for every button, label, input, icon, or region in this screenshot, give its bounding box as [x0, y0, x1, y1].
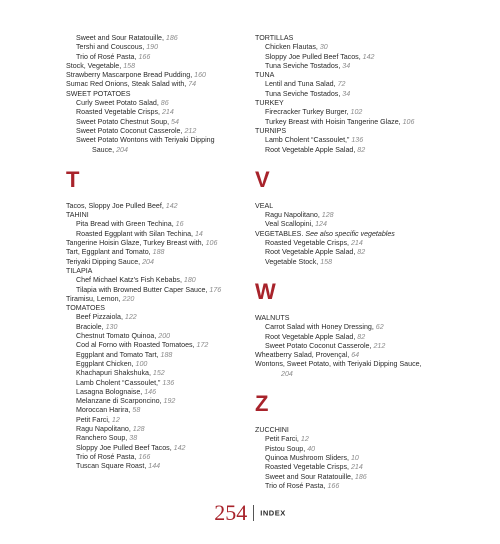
entry-text: Curly Sweet Potato Salad, [76, 99, 161, 108]
index-entry [66, 239, 256, 248]
page-reference[interactable]: 158 [123, 61, 136, 70]
page-reference[interactable]: 38 [129, 434, 138, 443]
page-reference[interactable]: 74 [188, 80, 197, 89]
page-reference[interactable]: 14 [194, 229, 203, 238]
entry-text: Moroccan Harira, [76, 406, 133, 415]
entry-text: Tuna Seviche Tostados, [265, 61, 343, 70]
page-reference[interactable]: 142 [362, 52, 375, 61]
index-entry [255, 426, 455, 435]
entry-text: Veal Scallopini, [265, 220, 316, 229]
page-reference[interactable]: 214 [350, 463, 363, 472]
entry-text: Tangerine Hoisin Glaze, Turkey Breast with, [66, 239, 206, 248]
index-subentry [66, 276, 256, 285]
page-reference[interactable]: 40 [307, 444, 316, 453]
entry-text: Lentil and Tuna Salad, [265, 80, 338, 89]
index-subentry [66, 379, 256, 388]
entry-text: Ranchero Soup, [76, 434, 130, 443]
entry-text: Turkey Breast with Hoisin Tangerine Glaze, [265, 117, 403, 126]
page-reference[interactable]: 72 [337, 80, 346, 89]
index-entry [255, 127, 455, 136]
entry-text: Roasted Vegetable Crisps, [265, 463, 351, 472]
entry-text: Melanzane di Scarponcino, [76, 397, 164, 406]
index-entry [255, 202, 455, 211]
page-reference[interactable]: 204 [142, 257, 154, 266]
index-subentry [255, 370, 455, 379]
entry-text: ZUCCHINI [255, 426, 289, 435]
page-reference[interactable]: 190 [146, 43, 159, 52]
index-entry [66, 211, 256, 220]
index-entry [255, 34, 455, 43]
page-reference[interactable]: 166 [138, 452, 151, 461]
page-reference[interactable]: 16 [175, 220, 184, 229]
page-reference[interactable]: 204 [116, 145, 128, 154]
entry-text: Eggplant Chicken, [76, 359, 136, 368]
entry-text: WALNUTS [255, 313, 290, 322]
entry-text: Root Vegetable Apple Salad, [265, 332, 358, 341]
entry-text: Petit Farci, [76, 415, 112, 424]
page-reference[interactable]: 172 [196, 341, 209, 350]
entry-text: Wontons, Sweet Potato, with Teriyaki Dipping Sauce, [255, 360, 422, 369]
page-reference[interactable]: 128 [321, 211, 334, 220]
entry-text: Firecracker Turkey Burger, [265, 108, 351, 117]
index-subentry [255, 90, 455, 99]
entry-text: Trio of Rosé Pasta, [265, 481, 328, 490]
index-entry [255, 360, 455, 369]
index-subentry [66, 118, 256, 127]
entry-text: Roasted Vegetable Crisps, [76, 108, 162, 117]
entry-text: Sumac Red Onions, Steak Salad with, [66, 80, 189, 89]
index-subentry [66, 230, 256, 239]
entry-text: Tacos, Sloppy Joe Pulled Beef, [66, 201, 166, 210]
entry-text: Tart, Eggplant and Tomato, [66, 248, 153, 257]
entry-text: Teriyaki Dipping Sauce, [66, 257, 143, 266]
page-reference[interactable]: 212 [184, 126, 197, 135]
index-subentry [255, 211, 455, 220]
index-subentry [255, 146, 455, 155]
entry-text: Sweet Potato Chestnut Soup, [76, 117, 172, 126]
index-subentry [255, 118, 455, 127]
index-entry [66, 202, 256, 211]
entry-text: Sloppy Joe Pulled Beef Tacos, [76, 443, 174, 452]
page-reference[interactable]: 128 [132, 424, 145, 433]
index-subentry [66, 406, 256, 415]
index-entry [255, 71, 455, 80]
entry-text: Lamb Cholent “Cassoulet,” [265, 136, 352, 145]
index-subentry [66, 146, 256, 155]
page-reference[interactable]: 166 [138, 52, 151, 61]
entry-text: Ragu Napolitano, [76, 424, 133, 433]
page-reference[interactable]: 10 [350, 453, 359, 462]
entry-text: TOMATOES [66, 304, 106, 313]
page-reference[interactable]: 122 [124, 313, 137, 322]
page-reference[interactable]: 130 [105, 322, 118, 331]
index-entry [66, 258, 256, 267]
page-reference[interactable]: 214 [161, 108, 174, 117]
index-subentry [255, 342, 455, 351]
index-subentry [255, 258, 455, 267]
index-subentry [255, 333, 455, 342]
entry-text: Braciole, [76, 322, 106, 331]
index-subentry [66, 453, 256, 462]
index-subentry [66, 369, 256, 378]
page-reference[interactable]: 106 [402, 117, 415, 126]
entry-text: Roasted Eggplant with Silan Techina, [76, 229, 195, 238]
index-subentry [66, 351, 256, 360]
page-reference[interactable]: 188 [152, 248, 165, 257]
page-reference[interactable]: 186 [165, 34, 178, 42]
page-reference[interactable]: 160 [194, 71, 206, 80]
entry-text: Trio of Rosé Pasta, [76, 52, 139, 61]
index-subentry [66, 53, 256, 62]
index-subentry [255, 53, 455, 62]
index-subentry [66, 108, 256, 117]
section-letter-w: W [255, 278, 276, 304]
page-reference[interactable]: 12 [111, 415, 120, 424]
index-subentry [66, 341, 256, 350]
page-reference[interactable]: 212 [373, 341, 386, 350]
entry-text: Sweet and Sour Ratatouille, [76, 34, 166, 42]
section-letter-t: T [66, 166, 80, 192]
index-subentry [66, 220, 256, 229]
index-entry [66, 304, 256, 313]
entry-text: TAHINI [66, 211, 89, 220]
entry-text: Tuna Seviche Tostados, [265, 89, 343, 98]
entry-text: TORTILLAS [255, 34, 294, 42]
page-footer [0, 500, 500, 526]
index-subentry [255, 239, 455, 248]
entry-text: Root Vegetable Apple Salad, [265, 145, 358, 154]
page-reference[interactable]: 86 [160, 99, 169, 108]
index-subentry [255, 43, 455, 52]
index-subentry [66, 416, 256, 425]
page-reference[interactable]: 186 [354, 472, 367, 481]
entry-text: Pita Bread with Green Techina, [76, 220, 176, 229]
index-subentry [66, 360, 256, 369]
index-subentry [66, 444, 256, 453]
section-letter-v: V [255, 166, 270, 192]
entry-text: Ragu Napolitano, [265, 211, 322, 220]
page-reference[interactable]: 146 [144, 387, 157, 396]
index-subentry [66, 34, 256, 43]
index-entry [66, 267, 256, 276]
entry-text: Tilapia with Browned Butter Caper Sauce, [76, 285, 210, 294]
index-entry [66, 248, 256, 257]
entry-text: Carrot Salad with Honey Dressing, [265, 323, 376, 332]
page-reference[interactable]: 34 [342, 61, 351, 70]
page-reference[interactable]: 180 [183, 276, 196, 285]
page-reference[interactable]: 220 [122, 294, 135, 303]
page-reference[interactable]: 100 [135, 359, 148, 368]
page-reference[interactable]: 102 [350, 108, 363, 117]
index-subentry [255, 463, 455, 472]
page-reference[interactable]: 30 [319, 43, 328, 52]
index-subentry [66, 286, 256, 295]
index-subentry [255, 62, 455, 71]
page-reference[interactable]: 136 [162, 378, 175, 387]
index-subentry [66, 462, 256, 471]
entry-text: Root Vegetable Apple Salad, [265, 248, 358, 257]
index-entry [66, 80, 256, 89]
entry-text: TURNIPS [255, 126, 287, 135]
page-reference[interactable]: 54 [171, 117, 179, 126]
entry-text: Khachapuri Shakshuka, [76, 369, 153, 378]
index-entry [255, 314, 455, 323]
entry-text: Wheatberry Salad, Provençal, [255, 351, 352, 360]
page-reference[interactable]: 34 [342, 89, 351, 98]
entry-text: Sweet and Sour Ratatouille, [265, 472, 355, 481]
index-subentry [255, 108, 455, 117]
index-entry [255, 351, 455, 360]
index-entry [255, 230, 455, 239]
page-reference[interactable]: 166 [327, 481, 340, 490]
page-reference[interactable]: 158 [320, 257, 333, 266]
entry-text: Lamb Cholent “Cassoulet,” [76, 378, 163, 387]
entry-text: Vegetable Stock, [265, 257, 321, 266]
page-reference[interactable]: 62 [375, 323, 384, 332]
entry-text: Sweet Potato Coconut Casserole, [265, 341, 374, 350]
page-reference[interactable]: 136 [351, 136, 364, 145]
entry-text: Lasagna Bolognaise, [76, 387, 145, 396]
entry-text: Chef Michael Katz’s Fish Kebabs, [76, 276, 184, 285]
page-reference[interactable]: 106 [205, 239, 218, 248]
entry-text: Petit Farci, [265, 435, 301, 444]
index-entry [66, 71, 256, 80]
index-subentry [66, 332, 256, 341]
page-reference[interactable]: 204 [281, 369, 293, 378]
page-reference[interactable]: 188 [160, 350, 173, 359]
entry-text: SWEET POTATOES [66, 89, 131, 98]
page-reference[interactable]: 214 [350, 239, 363, 248]
entry-text: Quinoa Mushroom Sliders, [265, 453, 351, 462]
index-subentry [255, 454, 455, 463]
index-entry [255, 99, 455, 108]
page-reference[interactable]: 152 [152, 369, 165, 378]
index-subentry [66, 323, 256, 332]
entry-text: Sloppy Joe Pulled Beef Tacos, [265, 52, 363, 61]
index-subentry [255, 220, 455, 229]
page-reference[interactable]: 82 [357, 248, 366, 257]
footer-divider [253, 505, 254, 521]
page-reference[interactable]: 124 [315, 220, 327, 229]
entry-text: Beef Pizzaiola, [76, 313, 125, 322]
index-subentry [66, 136, 256, 145]
page-number: 254 [214, 500, 248, 525]
entry-text: VEGETABLES. [255, 229, 306, 238]
index-subentry [255, 435, 455, 444]
page-reference[interactable]: 58 [132, 406, 141, 415]
index-subentry [66, 127, 256, 136]
entry-text: Stock, Vegetable, [66, 61, 124, 70]
page-reference[interactable]: 64 [351, 351, 360, 360]
entry-text: TURKEY [255, 99, 284, 108]
entry-text: VEAL [255, 201, 274, 210]
entry-text: TILAPIA [66, 266, 93, 275]
page-reference[interactable]: 12 [300, 435, 309, 444]
page-reference[interactable]: 82 [357, 145, 366, 154]
entry-text: Chicken Flautas, [265, 43, 320, 52]
index-subentry [255, 473, 455, 482]
section-label: INDEX [260, 508, 286, 518]
entry-text: Tershi and Couscous, [76, 43, 147, 52]
entry-text: Eggplant and Tomato Tart, [76, 350, 161, 359]
index-column-left [66, 34, 256, 471]
index-subentry [66, 99, 256, 108]
index-subentry [255, 323, 455, 332]
index-subentry [66, 388, 256, 397]
section-letter-z: Z [255, 391, 269, 417]
index-entry [66, 295, 256, 304]
page-reference[interactable]: 176 [209, 285, 222, 294]
entry-text: Sweet Potato Coconut Casserole, [76, 126, 185, 135]
entry-text: Cod al Forno with Roasted Tomatoes, [76, 341, 197, 350]
index-subentry [255, 445, 455, 454]
entry-text: Tiramisu, Lemon, [66, 294, 123, 303]
entry-text: Strawberry Mascarpone Bread Pudding, [66, 71, 195, 80]
index-subentry [255, 248, 455, 257]
index-subentry [255, 136, 455, 145]
index-entry [66, 62, 256, 71]
index-entry [66, 90, 256, 99]
index-subentry [66, 425, 256, 434]
index-subentry [66, 313, 256, 322]
entry-text: Pistou Soup, [265, 444, 308, 453]
entry-text: Sweet Potato Wontons with Teriyaki Dipping [76, 136, 215, 145]
index-subentry [255, 482, 455, 491]
page-reference[interactable]: 142 [165, 201, 178, 210]
entry-text: Chestnut Tomato Quinoa, [76, 332, 159, 341]
page-reference[interactable]: 82 [357, 332, 366, 341]
index-column-right [255, 34, 455, 491]
page-reference[interactable]: 200 [158, 332, 171, 341]
page-reference[interactable]: 144 [148, 462, 161, 471]
entry-text: Tuscan Square Roast, [76, 462, 149, 471]
entry-text: Trio of Rosé Pasta, [76, 452, 139, 461]
entry-text: Sauce, [92, 145, 117, 154]
entry-text: Roasted Vegetable Crisps, [265, 239, 351, 248]
index-subentry [66, 43, 256, 52]
page-reference[interactable]: 142 [173, 443, 186, 452]
index-subentry [66, 434, 256, 443]
index-subentry [255, 80, 455, 89]
index-subentry [66, 397, 256, 406]
entry-text: TUNA [255, 71, 275, 80]
see-also-reference: See also specific vegetables [305, 229, 395, 238]
page-reference[interactable]: 192 [163, 397, 176, 406]
